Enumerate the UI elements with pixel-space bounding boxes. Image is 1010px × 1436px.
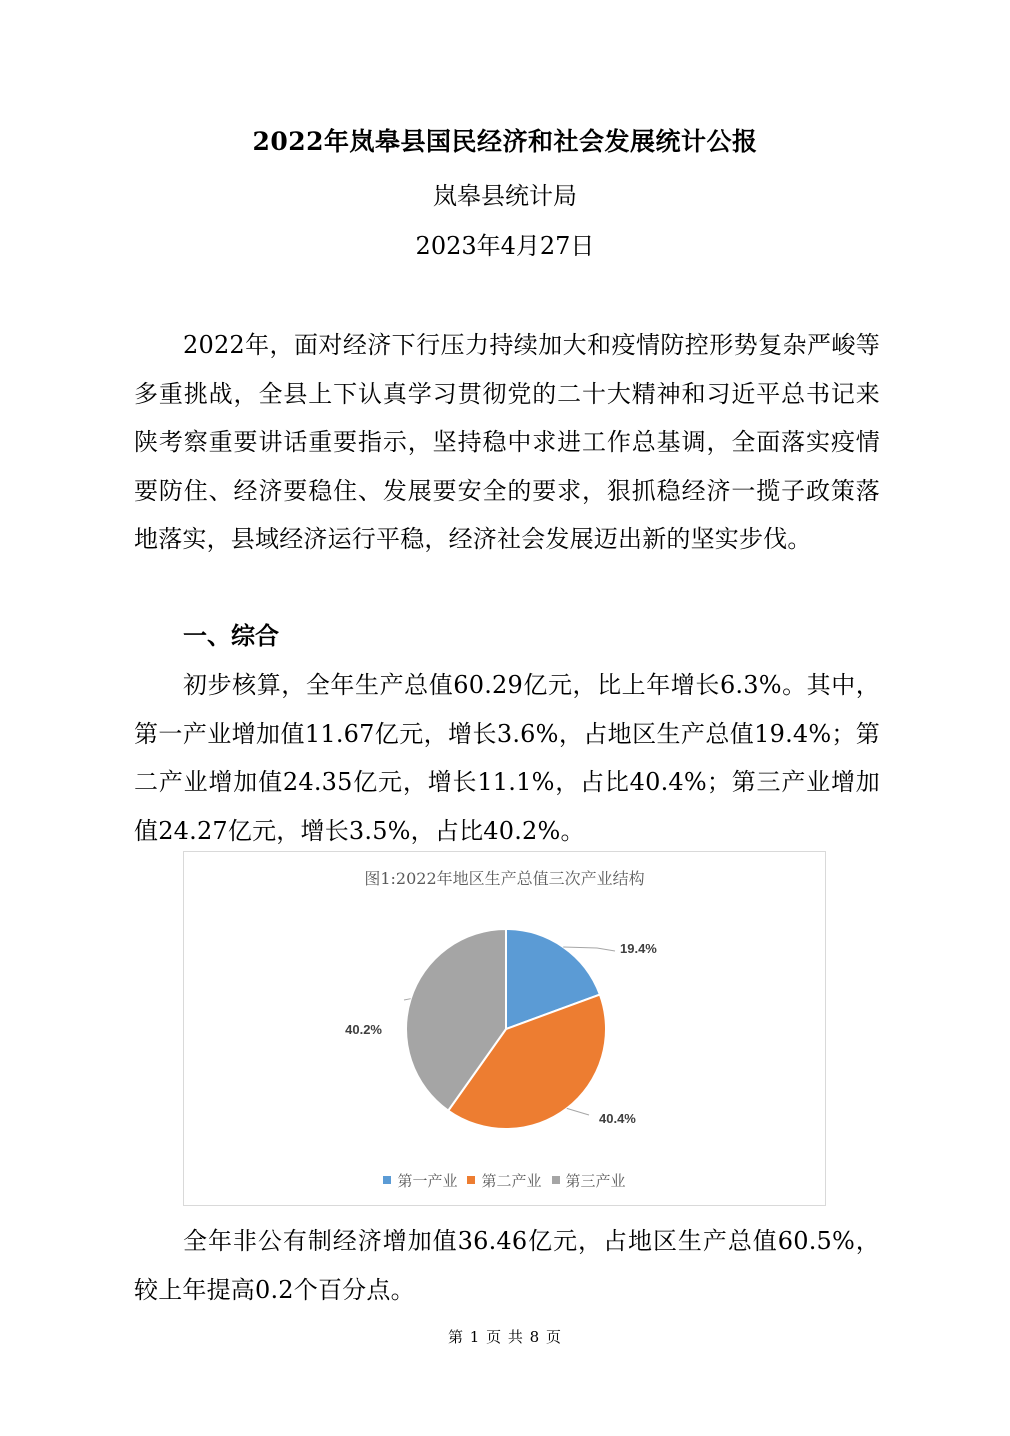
leader-line-1 xyxy=(563,947,615,951)
legend-item-3 xyxy=(552,1170,626,1191)
pie-chart xyxy=(183,851,826,1206)
data-label-3: 40.2% xyxy=(345,1022,382,1037)
issuing-organization: 岚皋县统计局 xyxy=(433,182,577,210)
intro-paragraph: 2022年，面对经济下行压力持续加大和疫情防控形势复杂严峻等多重挑战，全县上下认真学习贯彻党的二十大精神和习近平总书记来陕考察重要讲话重要指示，坚持稳中求进工作总基调，全面落实疫情要防住、经济要稳住、发展要安全的要求，狠抓稳经济一揽子政策落地落实，县域经济运行平稳，经济社会发展迈出新的坚实步伐。 xyxy=(134,331,880,554)
pie-chart-canvas xyxy=(184,852,825,1205)
leader-line-2 xyxy=(567,1108,589,1115)
data-label-1: 19.4% xyxy=(620,941,657,956)
page-footer: 第 1 页 共 8 页 xyxy=(448,1328,562,1346)
legend-item-1 xyxy=(383,1170,457,1191)
legend-item-2 xyxy=(467,1170,541,1191)
legend-swatch-1 xyxy=(383,1176,391,1184)
legend-swatch-2 xyxy=(467,1176,475,1184)
section-heading-overview: 一、综合 xyxy=(183,621,279,650)
legend-label-1: 第一产业 xyxy=(397,1172,458,1190)
gdp-paragraph: 初步核算，全年生产总值60.29亿元，比上年增长6.3%。其中，第一产业增加值11.67亿元，增长3.6%，占地区生产总值19.4%；第二产业增加值24.35亿元，增长11.1%，占比40.4%；第三产业增加值24.27亿元，增长3.5%，占比40.2%。 xyxy=(134,671,880,845)
chart-legend xyxy=(184,1170,825,1191)
legend-label-3: 第三产业 xyxy=(565,1172,626,1190)
chart-title: 图1:2022年地区生产总值三次产业结构 xyxy=(364,869,645,888)
legend-label-2: 第二产业 xyxy=(481,1172,542,1190)
document-title: 2022年岚皋县国民经济和社会发展统计公报 xyxy=(252,127,758,156)
issue-date: 2023年4月27日 xyxy=(415,232,595,260)
data-label-2: 40.4% xyxy=(599,1111,636,1126)
non-public-economy-paragraph: 全年非公有制经济增加值36.46亿元，占地区生产总值60.5%，较上年提高0.2个百分点。 xyxy=(134,1227,880,1304)
legend-swatch-3 xyxy=(552,1176,560,1184)
